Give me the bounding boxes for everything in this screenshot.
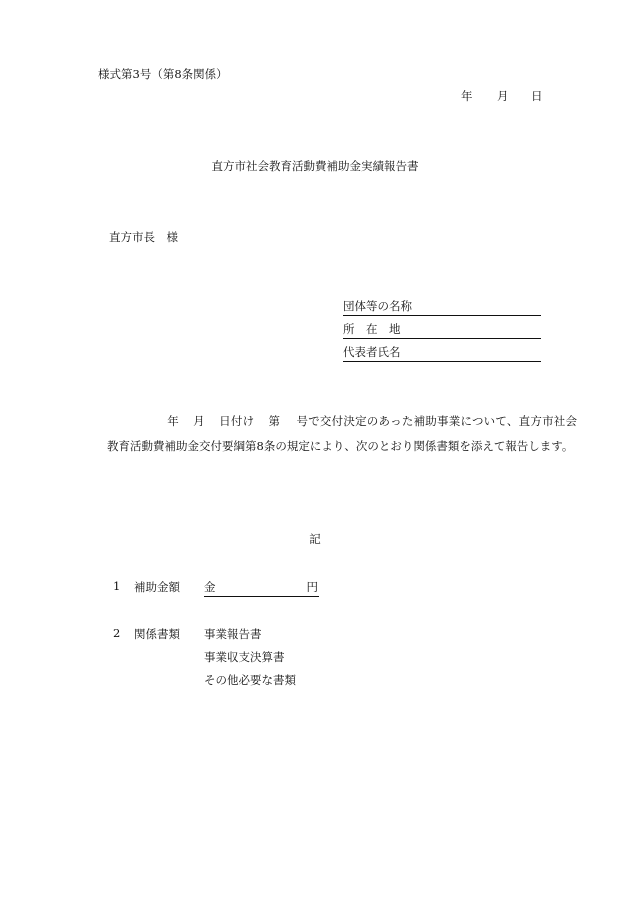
item-2-number: 2 [113,626,121,640]
address-field: 所 在 地 [343,321,541,339]
document-item: 事業収支決算書 [204,650,285,664]
date-day: 日 [531,89,543,103]
form-label: 様式第3号（第8条関係） [98,67,228,81]
item-1-label: 補助金額 [134,580,180,594]
document-item: その他必要な書類 [204,673,296,687]
date-month: 月 [497,89,509,103]
addressee: 直方市長 様 [109,230,178,244]
subsidy-amount-field: 金 円 [204,579,319,597]
document-item: 事業報告書 [204,627,262,641]
org-name-field: 団体等の名称 [343,298,541,316]
date-year: 年 [461,89,473,103]
item-2-label: 関係書類 [134,627,180,641]
item-1-number: 1 [113,579,121,593]
document-title: 直方市社会教育活動費補助金実績報告書 [211,159,419,173]
report-body: 年 月 日付け 第 号で交付決定のあった補助事業について、直方市社会教育活動費補助金交付要綱第8条の規定により、次のとおり関係書類を添えて報告します。 [107,414,578,453]
representative-field: 代表者氏名 [343,344,541,362]
ki-heading: 記 [309,532,321,546]
